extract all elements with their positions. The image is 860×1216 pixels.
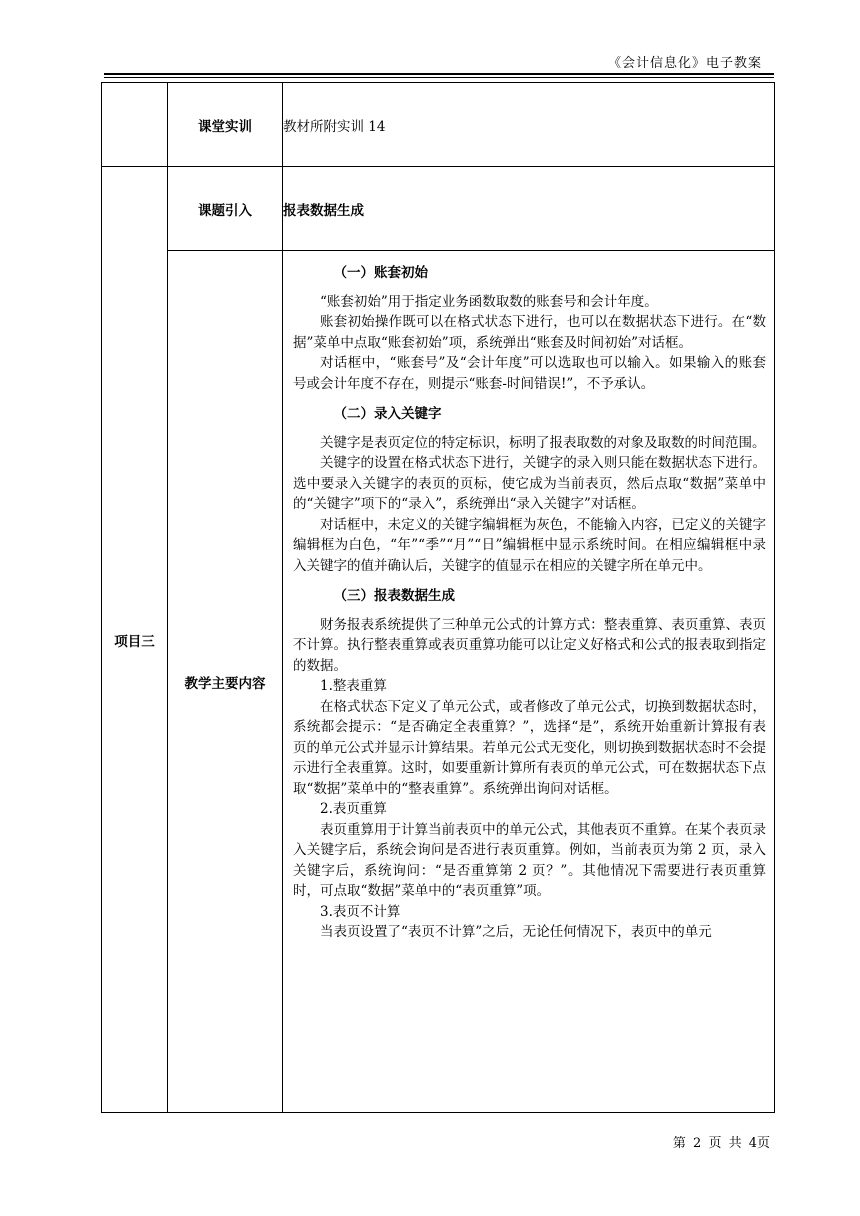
paragraph: 在格式状态下定义了单元公式，或者修改了单元公式，切换到数据状态时，系统都会提示：“是否确定全表重算？”，选择“是”，系统开始重新计算报有表页的单元公式并显示计算结果。若单元公式无变化，则切换到数据状态时不会提示进行全表重算。这时，如要重新计算所有表页的单元公式，可在数据状态下点取“数据”菜单中的“整表重算”。系统弹出询问对话框。 — [293, 698, 766, 797]
paragraph: 账套初始操作既可以在格式状态下进行，也可以在数据状态下进行。在“数据”菜单中点取“账套初始”项，系统弹出“账套及时间初始”对话框。 — [293, 314, 766, 351]
subsection-heading: 1.整表重算 — [320, 678, 387, 694]
main-content-body — [283, 251, 775, 1113]
paragraph: 表页重算用于计算当前表页中的单元公式，其他表页不重算。在某个表页录入关键字后，系统会询问是否进行表页重算。例如，当前表页为第 2 页，录入关键字后，系统询问：“是否重算第 2 页？”。其他情况下需要进行表页重算时，可点取“数据”菜单中的“表页重算”项。 — [293, 821, 766, 899]
paragraph: 关键字的设置在格式状态下进行，关键字的录入则只能在数据状态下进行。选中要录入关键字的表页的页标，使它成为当前表页，然后点取“数据”菜单中的“关键字”项下的“录入”，系统弹出“录入关键字”对话框。 — [293, 455, 766, 512]
section-heading: （三）报表数据生成 — [333, 588, 455, 604]
header-rule-thin — [104, 77, 774, 78]
table-row-practice — [102, 83, 775, 167]
paragraph: “账套初始”用于指定业务函数取数的账套号和会计年度。 — [320, 293, 658, 310]
paragraph: 对话框中，“账套号”及“会计年度”可以选取也可以输入。如果输入的账套号或会计年度不存在，则提示“账套-时间错误!”，不予承认。 — [293, 355, 766, 392]
table-row-main — [102, 251, 775, 1113]
subsection-heading: 3.表页不计算 — [320, 903, 401, 920]
page-number: 第 2 页 共 4页 — [672, 1136, 770, 1151]
section-heading: （一）账套初始 — [333, 265, 428, 281]
subsection-heading: 2.表页重算 — [320, 801, 387, 817]
project-label: 项目三 — [102, 167, 168, 1113]
paragraph: 财务报表系统提供了三种单元公式的计算方式：整表重算、表页重算、表页不计算。执行整表重算或表页重算功能可以让定义好格式和公式的报表取到指定的数据。 — [293, 616, 766, 674]
table-row-intro — [102, 167, 775, 251]
paragraph: 当表页设置了“表页不计算”之后，无论任何情况下，表页中的单元 — [320, 924, 712, 940]
header-rule — [104, 73, 774, 75]
main-content-label: 教学主要内容 — [168, 251, 283, 1113]
practice-label: 课堂实训 — [168, 83, 283, 167]
section-heading: （二）录入关键字 — [333, 406, 442, 422]
document-header-title: 《会计信息化》电子教案 — [607, 56, 762, 71]
intro-label: 课题引入 — [168, 167, 283, 251]
paragraph: 关键字是表页定位的特定标识，标明了报表取数的对象及取数的时间范围。 — [320, 434, 766, 451]
project-cell-top — [102, 83, 168, 167]
intro-value: 报表数据生成 — [283, 167, 775, 251]
paragraph: 对话框中，未定义的关键字编辑框为灰色，不能输入内容，已定义的关键字编辑框为白色，“年”“季”“月”“日”编辑框中显示系统时间。在相应编辑框中录入关键字的值并确认后，关键字的值显示在相应的关键字所在单元中。 — [293, 516, 766, 574]
lesson-plan-table — [101, 82, 775, 1113]
practice-value: 教材所附实训 14 — [283, 83, 775, 167]
